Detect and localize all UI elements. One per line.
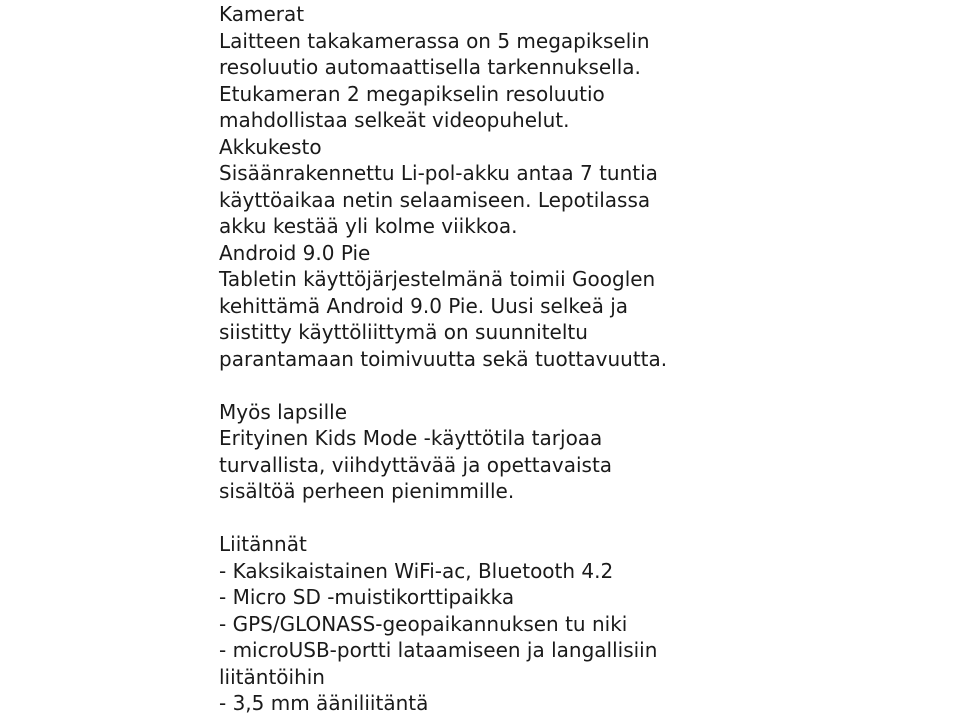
cameras-line: mahdollistaa selkeät videopuhelut.	[219, 108, 570, 132]
android-line: parantamaan toimivuutta sekä tuottavuutta.	[219, 346, 668, 371]
battery-line: Sisäänrakennettu Li-pol-akku antaa 7 tuntia	[219, 161, 658, 185]
cameras-line: resoluutio automaattisella tarkennuksella.	[219, 55, 641, 79]
kids-line: sisältöä perheen pienimmille.	[219, 479, 515, 503]
android-line: siistitty käyttöliittymä on suunniteltu	[219, 320, 588, 344]
kids-line: turvallista, viihdyttävää ja opettavaista	[219, 452, 613, 477]
battery-line: käyttöaikaa netin selaamiseen. Lepotilassa	[219, 187, 651, 212]
connections-line: - 3,5 mm ääniliitäntä	[219, 691, 429, 715]
connections-line: liitäntöihin	[219, 664, 325, 689]
kids-heading: Myös lapsille	[219, 399, 348, 424]
battery-line: akku kestää yli kolme viikkoa.	[219, 214, 518, 238]
connections-heading: Liitännät	[219, 532, 307, 556]
cameras-heading: Kamerat	[219, 2, 305, 26]
cameras-line: Laitteen takakamerassa on 5 megapikselin	[219, 28, 650, 53]
paragraph-gap	[219, 505, 939, 532]
connections-line: - Kaksikaistainen WiFi-ac, Bluetooth 4.2	[219, 558, 614, 583]
android-line: kehittämä Android 9.0 Pie. Uusi selkeä ja	[219, 293, 629, 318]
android-heading: Android 9.0 Pie	[219, 240, 371, 265]
connections-line: - GPS/GLONASS-geopaikannuksen tu niki	[219, 611, 628, 636]
kids-line: Erityinen Kids Mode -käyttötila tarjoaa	[219, 426, 603, 450]
android-line: Tabletin käyttöjärjestelmänä toimii Googlen	[219, 267, 656, 291]
connections-line: - Micro SD -muistikorttipaikka	[219, 585, 515, 609]
connections-line: - microUSB-portti lataamiseen ja langallisiin	[219, 638, 658, 662]
battery-heading: Akkukesto	[219, 134, 322, 159]
spec-text-block	[219, 1, 939, 717]
cameras-line: Etukameran 2 megapikselin resoluutio	[219, 81, 605, 106]
paragraph-gap	[219, 372, 939, 399]
